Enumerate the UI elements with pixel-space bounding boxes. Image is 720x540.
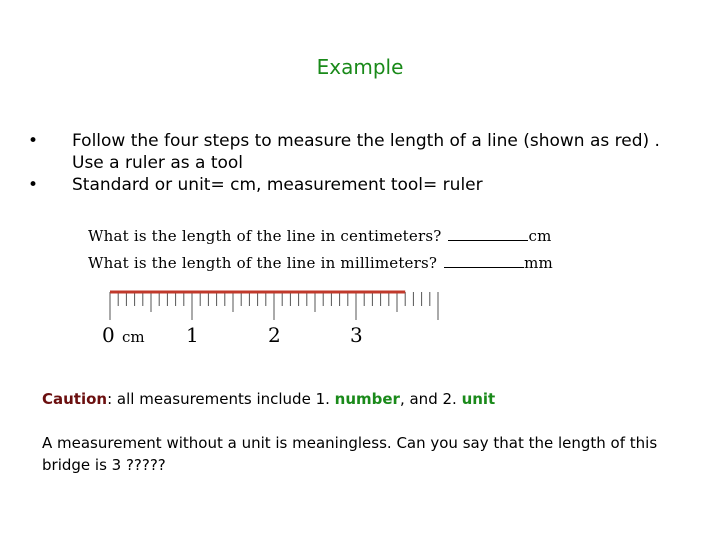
body-paragraph: A measurement without a unit is meaningless. Can you say that the length of this bridge is 3 ????? — [42, 434, 658, 474]
ruler-svg — [80, 222, 640, 352]
question-text: What is the length of the line in millimeters? — [88, 254, 438, 272]
bullet-text: Follow the four steps to measure the length of a line (shown as red) . Use a ruler as a tool — [72, 131, 660, 173]
unit-label: mm — [524, 254, 553, 272]
ruler-unit-label: cm — [122, 328, 145, 346]
caution-note — [42, 390, 495, 408]
ruler-ticks — [110, 292, 438, 320]
ruler-label-3: 3 — [350, 323, 363, 347]
bullet-item — [28, 130, 688, 174]
bullet-text: Standard or unit= cm, measurement tool= ruler — [72, 175, 483, 195]
caution-number: number — [334, 390, 400, 408]
ruler-label-2: 2 — [268, 323, 281, 347]
bullet-item — [28, 174, 688, 196]
caution-text-mid: , and 2. — [399, 390, 462, 408]
page-title: Example — [316, 55, 404, 79]
unit-label: cm — [528, 227, 552, 245]
bullet-marker: • — [28, 131, 39, 151]
caution-text: : all measurements include 1. — [107, 390, 335, 408]
question-text: What is the length of the line in centimeters? — [88, 227, 442, 245]
bullet-list — [28, 130, 688, 196]
ruler-label-1: 1 — [186, 323, 199, 347]
caution-label: Caution — [42, 390, 108, 408]
ruler-label-0: 0 — [102, 323, 115, 347]
ruler-figure — [80, 222, 640, 352]
caution-unit: unit — [461, 390, 496, 408]
bullet-marker: • — [28, 175, 39, 195]
